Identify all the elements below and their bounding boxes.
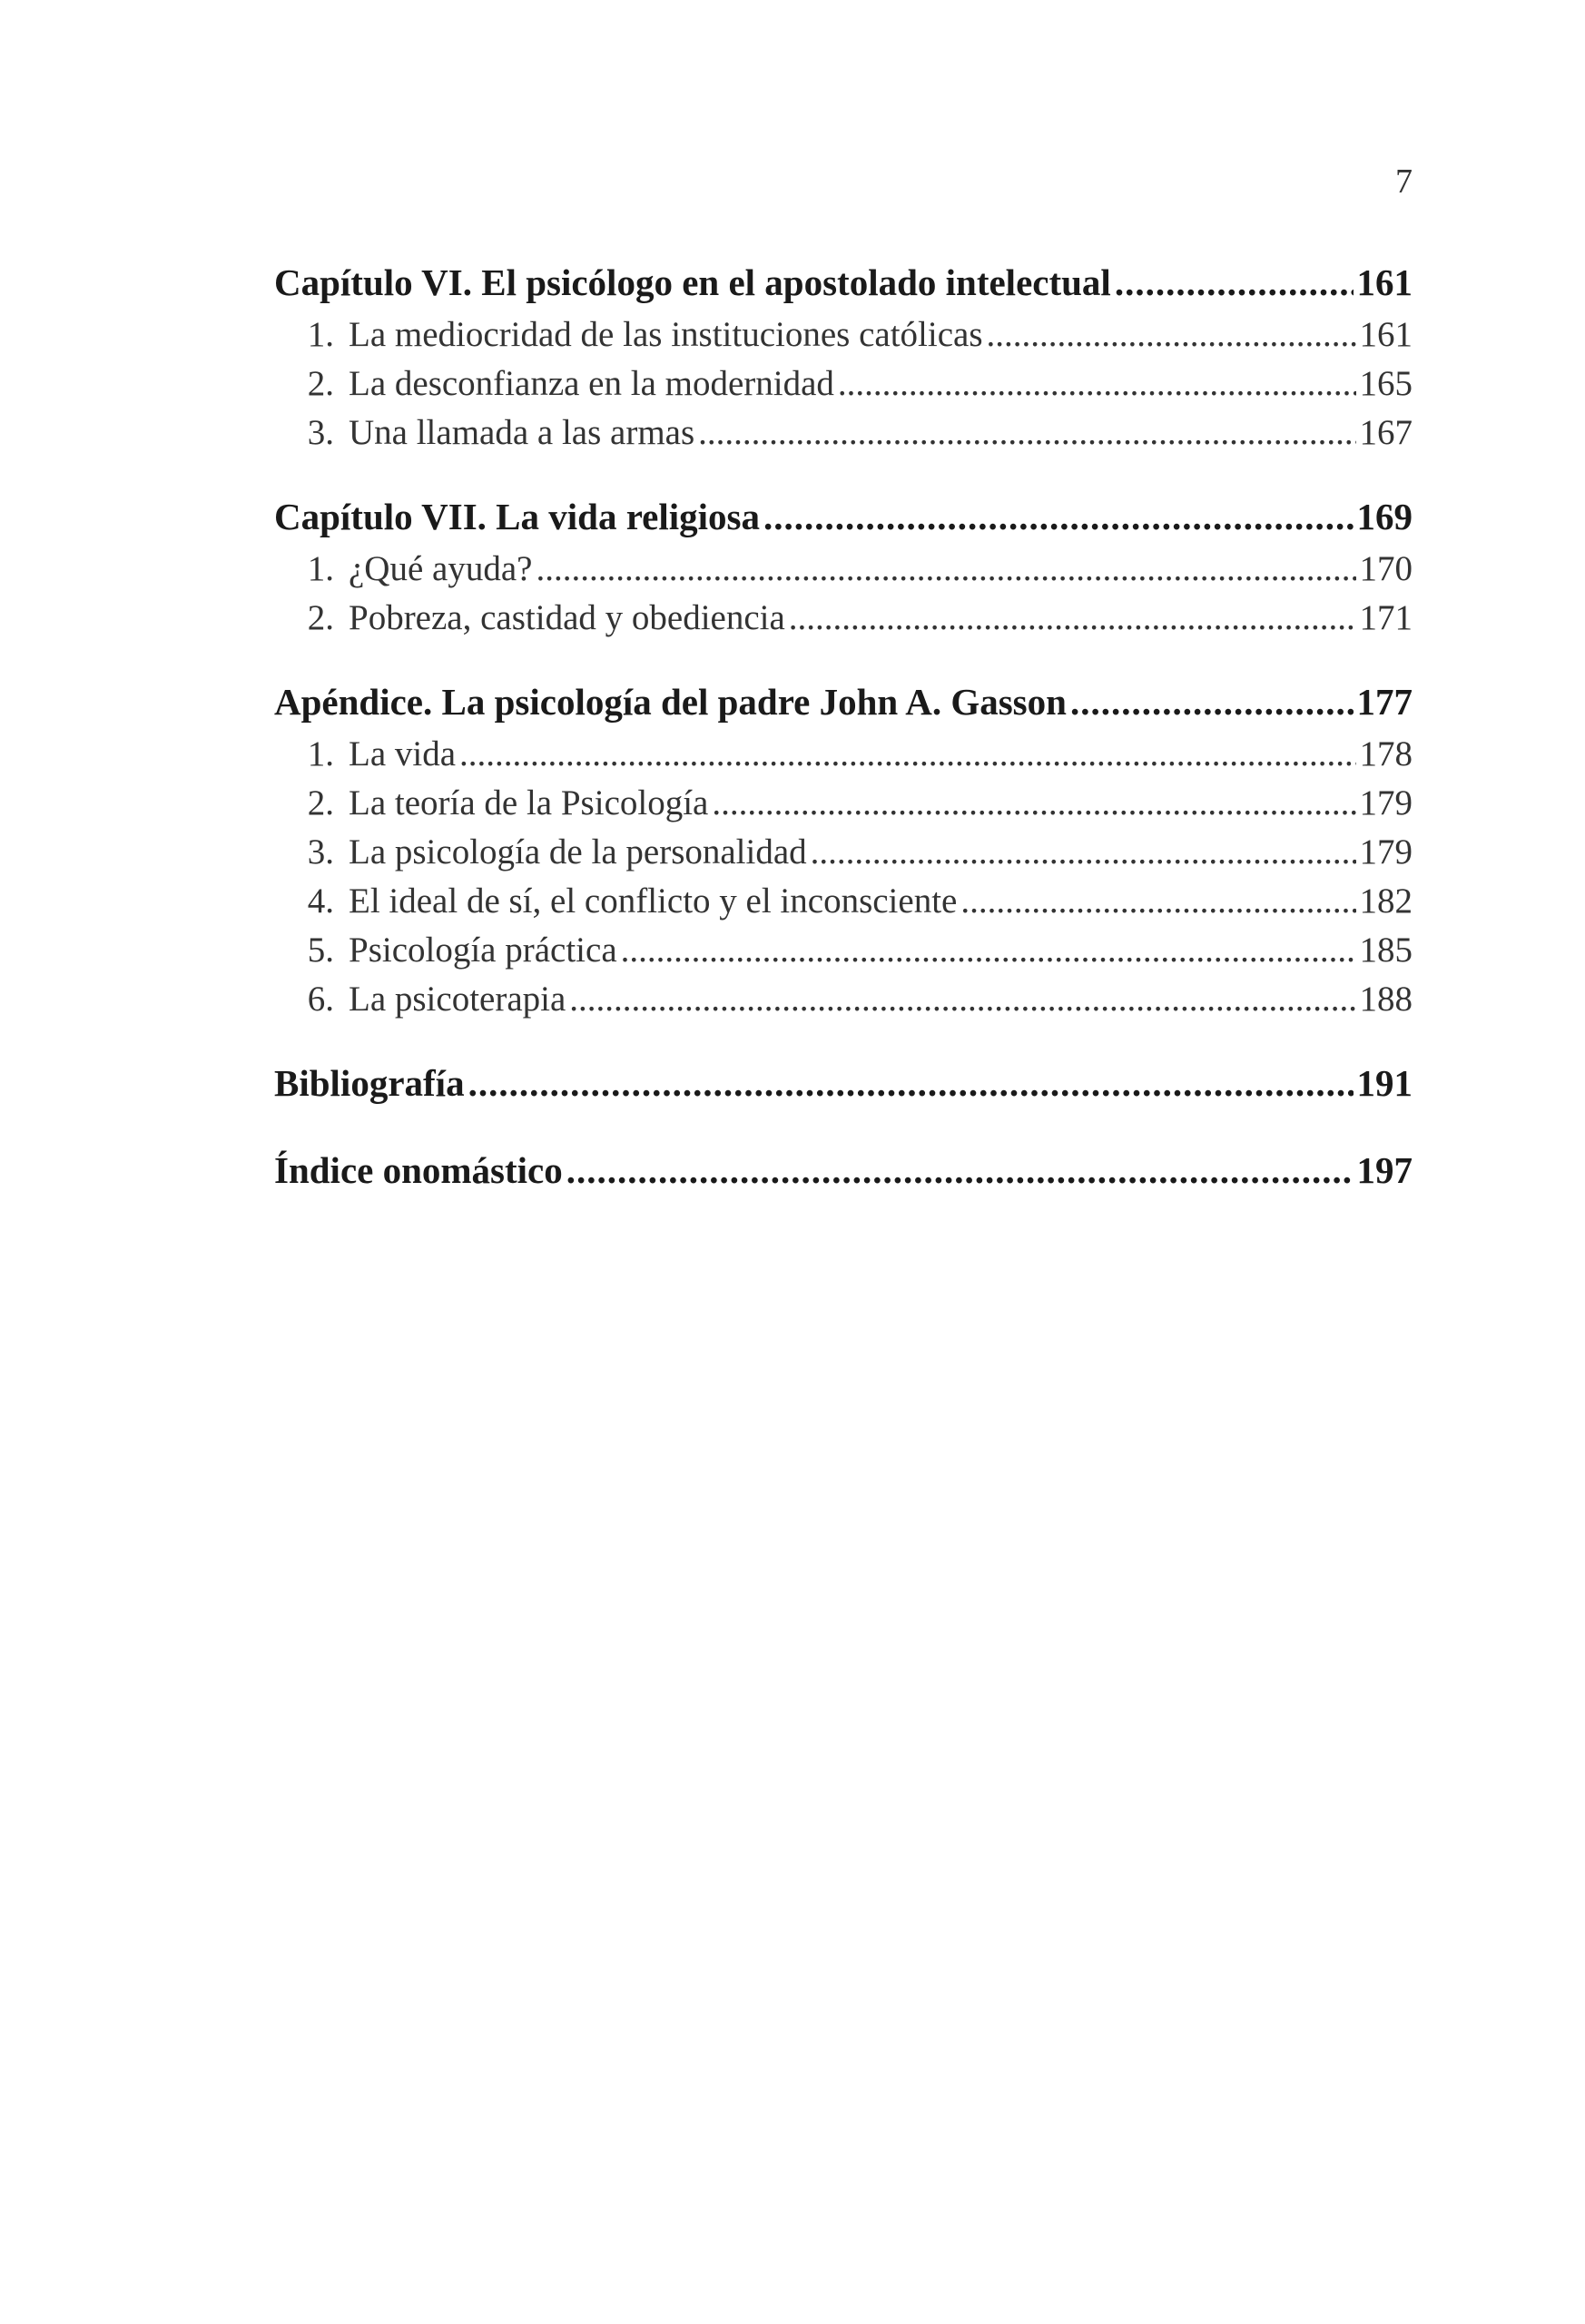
item-title: Pobreza, castidad y obediencia [349, 598, 785, 637]
toc-item-entry[interactable] [274, 359, 1413, 409]
item-page-number: 171 [1359, 598, 1413, 637]
toc-chapter-entry[interactable] [274, 1142, 1413, 1198]
item-title: La mediocridad de las instituciones católicas [349, 315, 983, 354]
chapter-title: Apéndice. La psicología del padre John A. Gasson [274, 681, 1067, 723]
item-title: ¿Qué ayuda? [349, 549, 533, 588]
item-title: Psicología práctica [349, 931, 617, 970]
item-number: 1. [307, 549, 334, 588]
item-number: 3. [307, 832, 334, 872]
dot-leader [566, 1142, 1354, 1198]
dot-leader [569, 975, 1355, 1024]
toc-item-entry[interactable] [274, 779, 1413, 828]
dot-leader [811, 828, 1356, 877]
chapter-page-number: 191 [1356, 1062, 1413, 1104]
item-title: El ideal de sí, el conflicto y el inconsciente [349, 881, 958, 921]
toc-section [274, 254, 1413, 458]
chapter-page-number: 161 [1356, 261, 1413, 303]
toc-item-entry[interactable] [274, 877, 1413, 926]
item-page-number: 161 [1359, 315, 1413, 354]
toc-item-entry[interactable] [274, 310, 1413, 359]
item-number: 2. [307, 783, 334, 822]
item-page-number: 170 [1359, 549, 1413, 588]
toc-chapter-entry[interactable] [274, 674, 1413, 730]
item-number: 2. [307, 364, 334, 403]
table-of-contents [274, 254, 1413, 1229]
chapter-page-number: 169 [1356, 496, 1413, 537]
item-title: La teoría de la Psicología [349, 783, 709, 822]
chapter-page-number: 177 [1356, 681, 1413, 723]
toc-item-entry[interactable] [274, 594, 1413, 643]
item-page-number: 167 [1359, 413, 1413, 452]
item-title: La psicoterapia [349, 980, 566, 1019]
item-number: 5. [307, 931, 334, 970]
toc-item-entry[interactable] [274, 975, 1413, 1024]
dot-leader [621, 926, 1356, 975]
item-number: 4. [307, 881, 334, 921]
toc-section [274, 674, 1413, 1024]
toc-item-entry[interactable] [274, 545, 1413, 594]
item-page-number: 179 [1359, 783, 1413, 822]
item-number: 1. [307, 315, 334, 354]
dot-leader [459, 730, 1355, 779]
toc-item-entry[interactable] [274, 730, 1413, 779]
item-title: Una llamada a las armas [349, 413, 695, 452]
item-number: 3. [307, 413, 334, 452]
toc-section [274, 488, 1413, 643]
item-page-number: 165 [1359, 364, 1413, 403]
chapter-title: Capítulo VII. La vida religiosa [274, 496, 761, 537]
toc-chapter-entry[interactable] [274, 488, 1413, 545]
dot-leader [712, 779, 1355, 828]
dot-leader [960, 877, 1355, 926]
item-number: 6. [307, 980, 334, 1019]
dot-leader [987, 310, 1356, 359]
chapter-title: Capítulo VI. El psicólogo en el apostolado intelectual [274, 261, 1111, 303]
item-number: 1. [307, 734, 334, 773]
dot-leader [698, 409, 1355, 458]
dot-leader [789, 594, 1356, 643]
item-page-number: 182 [1359, 881, 1413, 921]
dot-leader [1070, 674, 1354, 730]
toc-section [274, 1142, 1413, 1198]
dot-leader [536, 545, 1355, 594]
chapter-title: Índice onomástico [274, 1149, 563, 1191]
page-number: 7 [1395, 162, 1413, 201]
chapter-title: Bibliografía [274, 1062, 465, 1104]
item-page-number: 179 [1359, 832, 1413, 872]
item-page-number: 185 [1359, 931, 1413, 970]
item-page-number: 188 [1359, 980, 1413, 1019]
dot-leader [838, 359, 1356, 409]
toc-chapter-entry[interactable] [274, 1055, 1413, 1111]
dot-leader [1115, 254, 1354, 310]
toc-section [274, 1055, 1413, 1111]
toc-chapter-entry[interactable] [274, 254, 1413, 310]
dot-leader [468, 1055, 1354, 1111]
item-title: La desconfianza en la modernidad [349, 364, 834, 403]
chapter-page-number: 197 [1356, 1149, 1413, 1191]
dot-leader [763, 488, 1353, 545]
item-page-number: 178 [1359, 734, 1413, 773]
item-title: La vida [349, 734, 457, 773]
toc-item-entry[interactable] [274, 828, 1413, 877]
toc-item-entry[interactable] [274, 926, 1413, 975]
item-title: La psicología de la personalidad [349, 832, 807, 872]
toc-item-entry[interactable] [274, 409, 1413, 458]
item-number: 2. [307, 598, 334, 637]
